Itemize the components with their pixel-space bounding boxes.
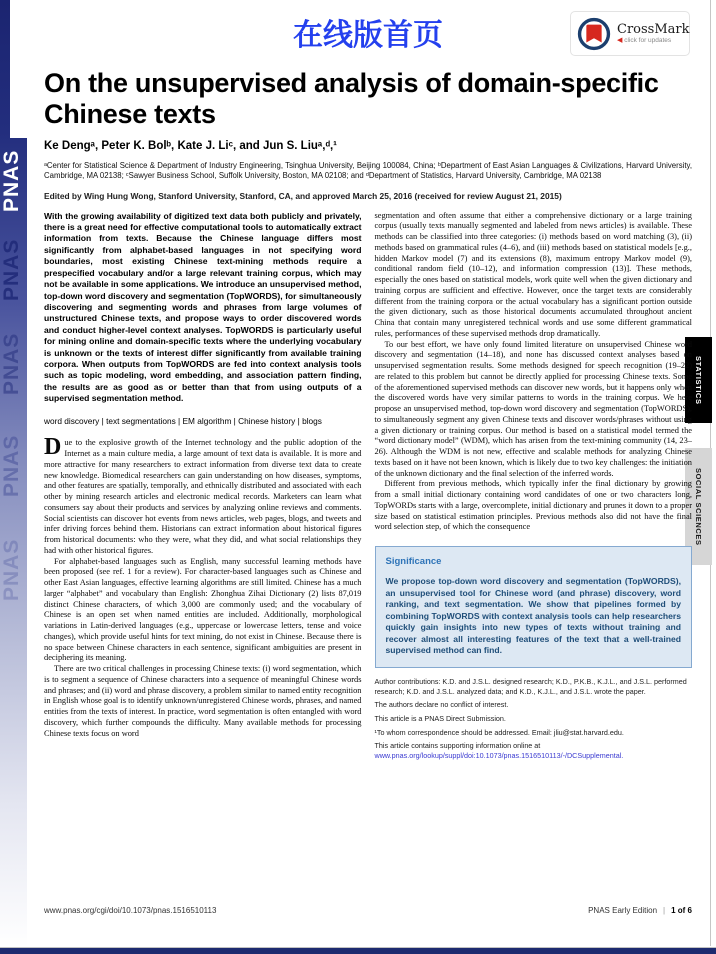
- body-paragraph: segmentation and often assume that either a comprehensive dictionary or a large training corpus (usually texts manually segmented and labeled from news articles) is available. These methods can be classified into three categories: (i) methods based on word matching (3), (ii) methods based on grammatical rules (4–6), and (iii) methods based on statistical models [e.g., hidden Markov model (7) and its extensions (8), maximum entropy Markov model (9), conditional random field (10–12), and information compression (13)]. These methods, especially the ones based on statistical models, work quite well when the given dictionary and training corpus are sufficient and effective. However, once the target texts are considerably different from the training corpora or the actual vocabulary has a significant portion outside the given dictionary, such as those historical documents accumulated throughout ancient China that contain many unregistered technical words and use some different grammatical rules, performances of these supervised methods drop dramatically.: [374, 210, 692, 338]
- body-paragraph: For alphabet-based languages such as English, many successful learning methods have been proposed (see ref. 1 for a review). For character-based languages such as Chinese and other East Asian languages, effective learning algorithms are still limited. Chinese has a much larger “alphabet” and vocabulary than English: Zhonghua Zihai Dictionary (2) lists 87,019 distinct Chinese characters, of which 3,000 are commonly used; and the vocabulary of Chinese is an open set when named entities are included. Additionally, morphological variations in Latin-derived languages (e.g., uppercase or lowercase letters, tense and voice changes), which provide useful hints for text mining, do not exist in Chinese. Because there is no space between Chinese characters in each sentence, significant ambiguities are present in deciphering its meaning.: [44, 556, 362, 663]
- author-line: Ke Dengᵃ, Peter K. Bolᵇ, Kate J. Liᶜ, and Jun S. Liuᵃ,ᵈ,¹: [44, 140, 337, 152]
- article-content: [44, 0, 692, 765]
- bottom-navy-bar: [0, 948, 716, 954]
- page-footer: [44, 906, 692, 915]
- pnas-wordmark: PNAS: [0, 149, 23, 213]
- crossmark-tagline: ◀ click for updates: [617, 37, 672, 45]
- category-tab-statistics: STATISTICS: [685, 337, 712, 423]
- two-column-body: [44, 211, 692, 765]
- crossmark-name: CrossMark: [617, 21, 690, 37]
- category-tab-social-sciences: SOCIAL SCIENCES: [685, 448, 712, 565]
- page-number: 1 of 6: [671, 906, 692, 915]
- body-paragraph: To our best effort, we have only found limited literature on unsupervised Chinese word discovery and segmentation (14–18), and none has discussed context analyses based on unsupervised segmentation results. Some methods designed for speech recognition (19–22) are related to this problem but cannot be directly applied for processing Chinese texts. Some of the aforementioned supervised methods can discover new words, but it happens only when the discovered words have very similar patterns to words in the training corpus. We here propose an unsupervised method, top-down word discovery and segmentation (TopWORDS), to simultaneously segment any given Chinese texts and discover words/phrases without using a given dictionary or training corpus. Our method is based on a statistical model termed the “word dictionary model” (WDM), which has arisen from the text-mining community (14, 23–26). Although the WDM is not new, effective and scalable methods for analyzing Chinese texts based on it have not been known, which is likely due to two key challenges: the initiation of the unknown dictionary and the final selection of the inferred words.: [374, 339, 692, 478]
- keywords-line: word discovery | text segmentations | EM algorithm | Chinese history | blogs: [44, 415, 322, 426]
- footer-separator: |: [663, 906, 666, 915]
- online-version-annotation: 在线版首页: [293, 18, 443, 53]
- intro-paragraph: Due to the explosive growth of the Internet technology and the public adoption of the Internet as a main culture media, a large amount of text data is available. It is more and more attractive for many researchers to extract information from diverse text data to create new knowledge. Biomedical researchers can gain understanding on how diseases, symptoms, and other features are spatially, temporally, and ethnically distributed and associated with each other by mining research articles and electronic medical records. Marketers can learn what consumers say about their products and services by analyzing online reviews and comments. Social scientists can discover hot events from news articles, web pages, blogs, and tweets and infer driving forces behind them. Historians can extract information about historical figures from historical documents: who they were, what they did, and what social relationships they had with other historical figures.: [44, 434, 362, 555]
- footnotes: [375, 677, 693, 761]
- author-contributions-note: Author contributions: K.D. and J.S.L. designed research; K.D., P.K.B., K.J.L., and J.S.L. performed research; K.D. and J.S.L. analyzed data; and K.D., K.J.L., and J.S.L. wrote the paper.: [374, 676, 687, 696]
- footer-right: [588, 906, 692, 915]
- edited-by-line: Edited by Wing Hung Wong, Stanford University, Stanford, CA, and approved March 25, 2016 (received for review August 21, 2015): [44, 190, 562, 201]
- paper-title: On the unsupervised analysis of domain-specific Chinese texts: [44, 68, 659, 129]
- supplemental-link[interactable]: www.pnas.org/lookup/suppl/doi:10.1073/pnas.1516510113/-/DCSupplemental.: [374, 751, 624, 761]
- left-column: [44, 211, 362, 765]
- crossmark-text: [617, 23, 689, 45]
- significance-title: Significance: [385, 556, 442, 568]
- significance-body: We propose top-down word discovery and segmentation (TopWORDS), an unsupervised tool for Chinese word (and phrase) discovery, word ranking, and text segmentation. We show that pipelines formed by combining TopWORDS with context analysis tools can help researchers quickly gain insights into new types of texts without training and recover almost all interesting features of the text that a well-trained supervised method can find.: [385, 576, 681, 656]
- crossmark-arrow-icon: ◀: [617, 37, 623, 45]
- drop-cap: D: [44, 434, 62, 461]
- supporting-information-note: This article contains supporting information online at www.pnas.org/lookup/suppl/doi:10.1073/pnas.1516510113/-/DCSupplemental.: [374, 741, 624, 761]
- right-column: [375, 211, 693, 765]
- pnas-wordmark: PNAS: [0, 538, 23, 602]
- abstract: With the growing availability of digitized text data both publicly and privately, there is a great need for effective computational tools to automatically extract information from texts. Because the Chinese language differs most significantly from alphabet-based languages in not specifying word boundaries, most existing Chinese text-mining methods require a prespecified vocabulary and/or a large relevant training corpus, which may not be available in some applications. We introduce an unsupervised method, top-down word discovery and segmentation (TopWORDS), for simultaneously discovering and segmenting words and phrases from large volumes of unstructured Chinese texts, and propose ways to order discovered words and conduct higher-level context analyses. TopWORDS is particularly useful for mining online and domain-specific texts where the underlying vocabulary is unknown or the texts of interest differ significantly from available training corpora. When outputs from TopWORDS are fed into context analysis tools such as topic modeling, word embedding, and association pattern finding, the results are as good as or better than that from using outputs of a supervised segmentation method.: [44, 210, 362, 404]
- body-paragraph: There are two critical challenges in processing Chinese texts: (i) word segmentation, which is to segment a sequence of Chinese characters into a sequence of meaningful Chinese words and phrases; and (ii) word and phrase discovery, a problem similar to named entity recognition in English whose goal is to identify unknown/unregistered Chinese words, phrases, and named entities from the texts of interest. In practice, word segmentation is often entangled with word discovery, which further compounds the difficulty. Many available methods for processing Chinese texts focus on word: [44, 664, 362, 738]
- pnas-wordmark: PNAS: [0, 332, 23, 396]
- direct-submission-note: This article is a PNAS Direct Submission.: [374, 713, 506, 723]
- body-paragraph: Different from previous methods, which typically infer the final dictionary by growing from a small initial dictionary containing word candidates of one or two characters long, TopWORDs starts with a large, overcomplete, initial dictionary and prunes it down to a proper size based on statistical estimation principles. Previous methods also did not have the final word selection step, of which the consequence: [374, 479, 692, 532]
- pnas-wordmark: PNAS: [0, 238, 23, 302]
- correspondence-note: ¹To whom correspondence should be addressed. Email: jliu@stat.harvard.edu.: [374, 727, 624, 737]
- doi-url: www.pnas.org/cgi/doi/10.1073/pnas.1516510113: [44, 906, 217, 915]
- significance-box: [375, 546, 693, 668]
- crossmark-badge[interactable]: [570, 11, 690, 56]
- pnas-wordmark: PNAS: [0, 434, 23, 498]
- crossmark-logo-icon: [577, 17, 611, 51]
- edition-label: PNAS Early Edition: [588, 906, 658, 915]
- affiliations: ᵃCenter for Statistical Science & Department of Industry Engineering, Tsinghua University, Beijing 100084, China; ᵇDepartment of East Asian Languages & Civilizations, Harvard University, Cambridge, MA 02138; ᶜSawyer Business School, Suffolk University, Boston, MA 02108; and ᵈDepartment of Statistics, Harvard University, Cambridge, MA 02138: [44, 161, 692, 181]
- conflict-of-interest-note: The authors declare no conflict of interest.: [374, 700, 509, 710]
- pnas-sidebar-strip: [0, 0, 27, 947]
